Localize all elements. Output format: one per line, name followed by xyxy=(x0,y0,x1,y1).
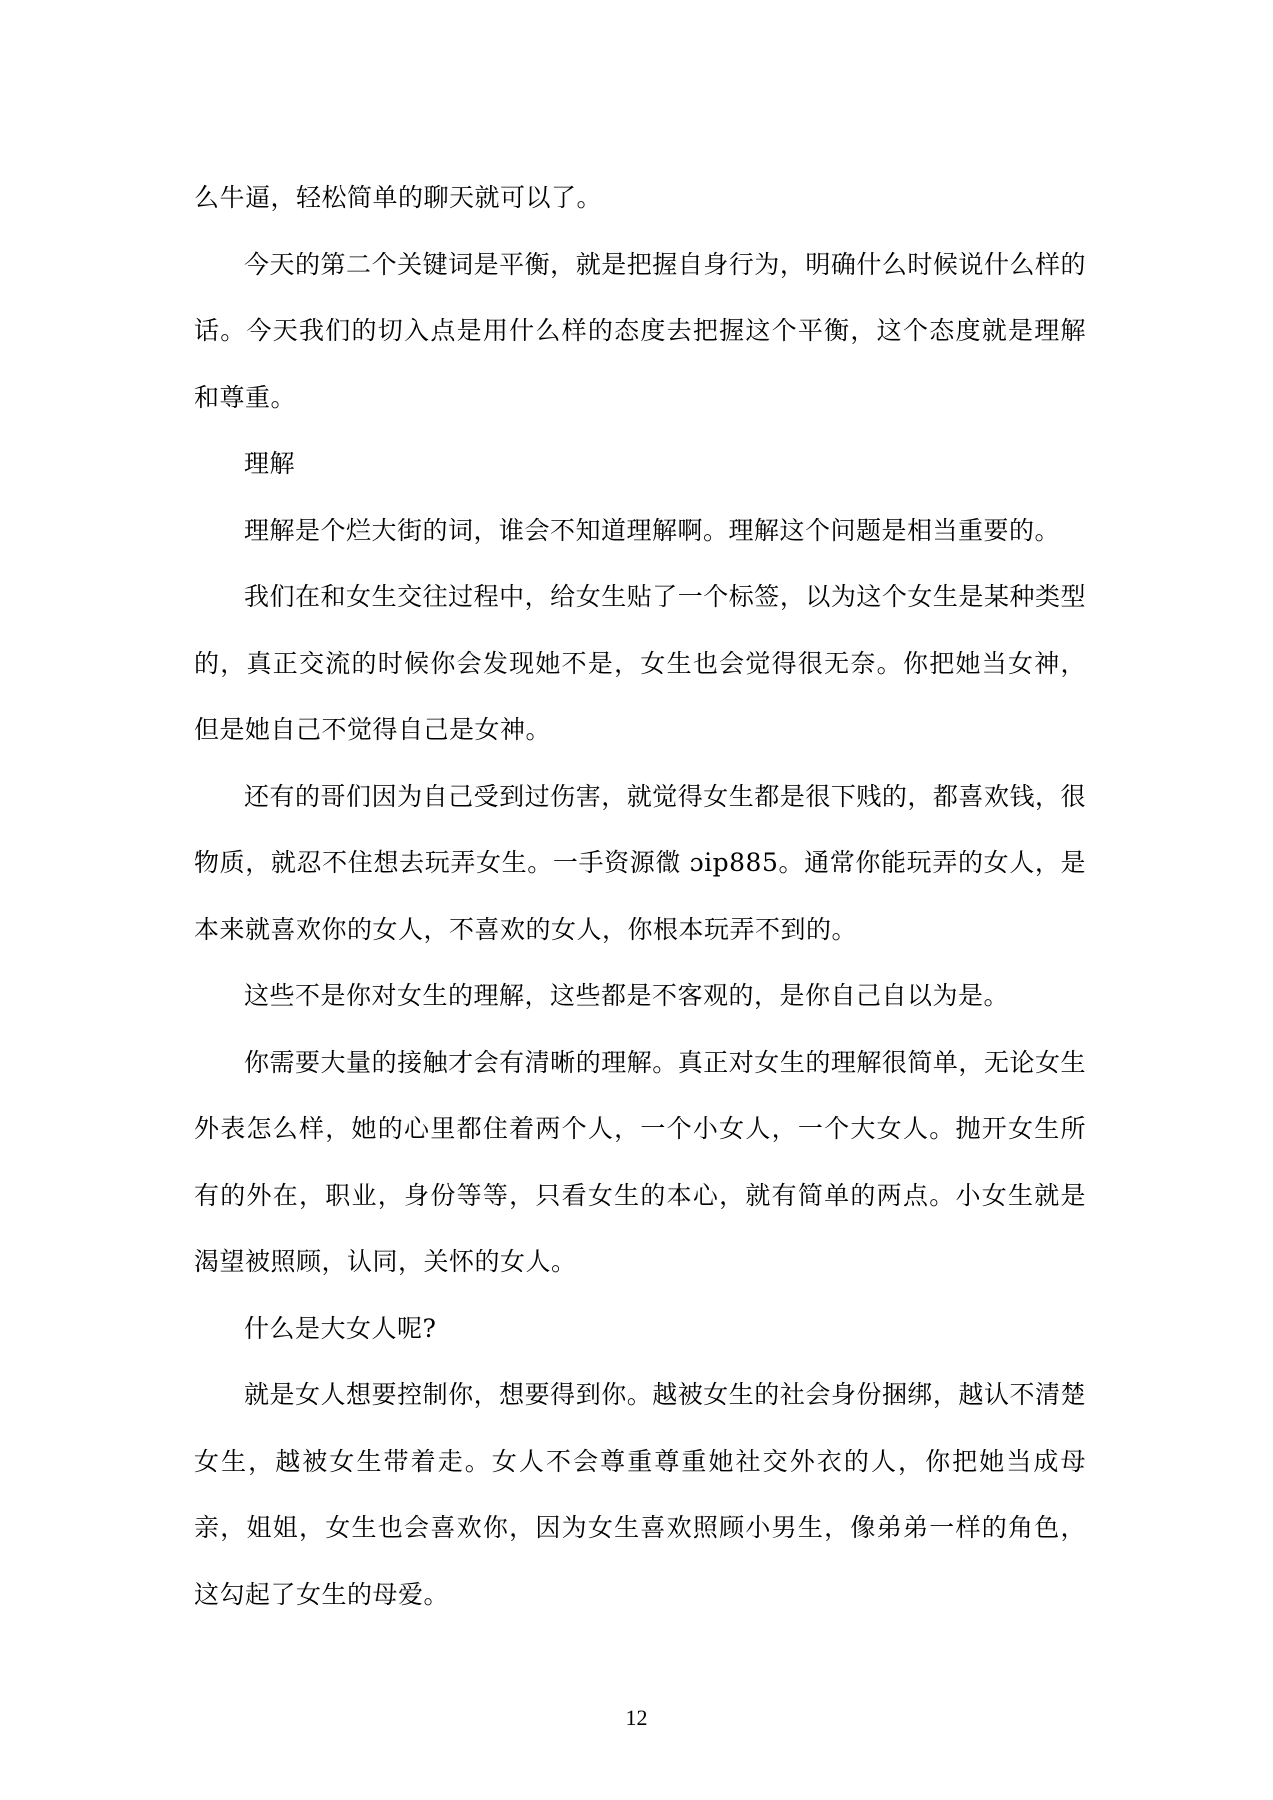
body-text xyxy=(194,165,1086,1628)
paragraph: 么牛逼，轻松简单的聊天就可以了。 xyxy=(194,183,603,212)
paragraph: 理解是个烂大街的词，谁会不知道理解啊。理解这个问题是相当重要的。 xyxy=(244,515,1061,545)
paragraph: 今天的第二个关键词是平衡，就是把握自身行为，明确什么时候说什么样的话。今天我们的切入点是用什么样的态度去把握这个平衡，这个态度就是理解和尊重。 xyxy=(194,249,1086,412)
section-heading: 理解 xyxy=(244,449,296,478)
paragraph: 还有的哥们因为自己受到过伤害，就觉得女生都是很下贱的，都喜欢钱，很物质，就忍不住想去玩弄女生。一手资源徾 ɔip885。通常你能玩弄的女人，是本来就喜欢你的女人，不喜欢的女人，你根本玩弄不到的。 xyxy=(194,781,1086,944)
paragraph: 你需要大量的接触才会有清晰的理解。真正对女生的理解很简单，无论女生外表怎么样，她的心里都住着两个人，一个小女人，一个大女人。抛开女生所有的外在，职业，身份等等，只看女生的本心，就有简单的两点。小女生就是渴望被照顾，认同，关怀的女人。 xyxy=(194,1047,1086,1276)
paragraph: 就是女人想要控制你，想要得到你。越被女生的社会身份捆绑，越认不清楚女生，越被女生带着走。女人不会尊重尊重她社交外衣的人，你把她当成母亲，姐姐，女生也会喜欢你，因为女生喜欢照顾小男生，像弟弟一样的角色，这勾起了女生的母爱。 xyxy=(194,1380,1086,1609)
paragraph: 什么是大女人呢? xyxy=(244,1313,437,1343)
paragraph: 这些不是你对女生的理解，这些都是不客观的，是你自己自以为是。 xyxy=(244,981,1010,1010)
page-number: 12 xyxy=(625,1705,648,1730)
paragraph: 我们在和女生交往过程中，给女生贴了一个标签，以为这个女生是某种类型的，真正交流的时候你会发现她不是，女生也会觉得很无奈。你把她当女神，但是她自己不觉得自己是女神。 xyxy=(194,582,1086,744)
